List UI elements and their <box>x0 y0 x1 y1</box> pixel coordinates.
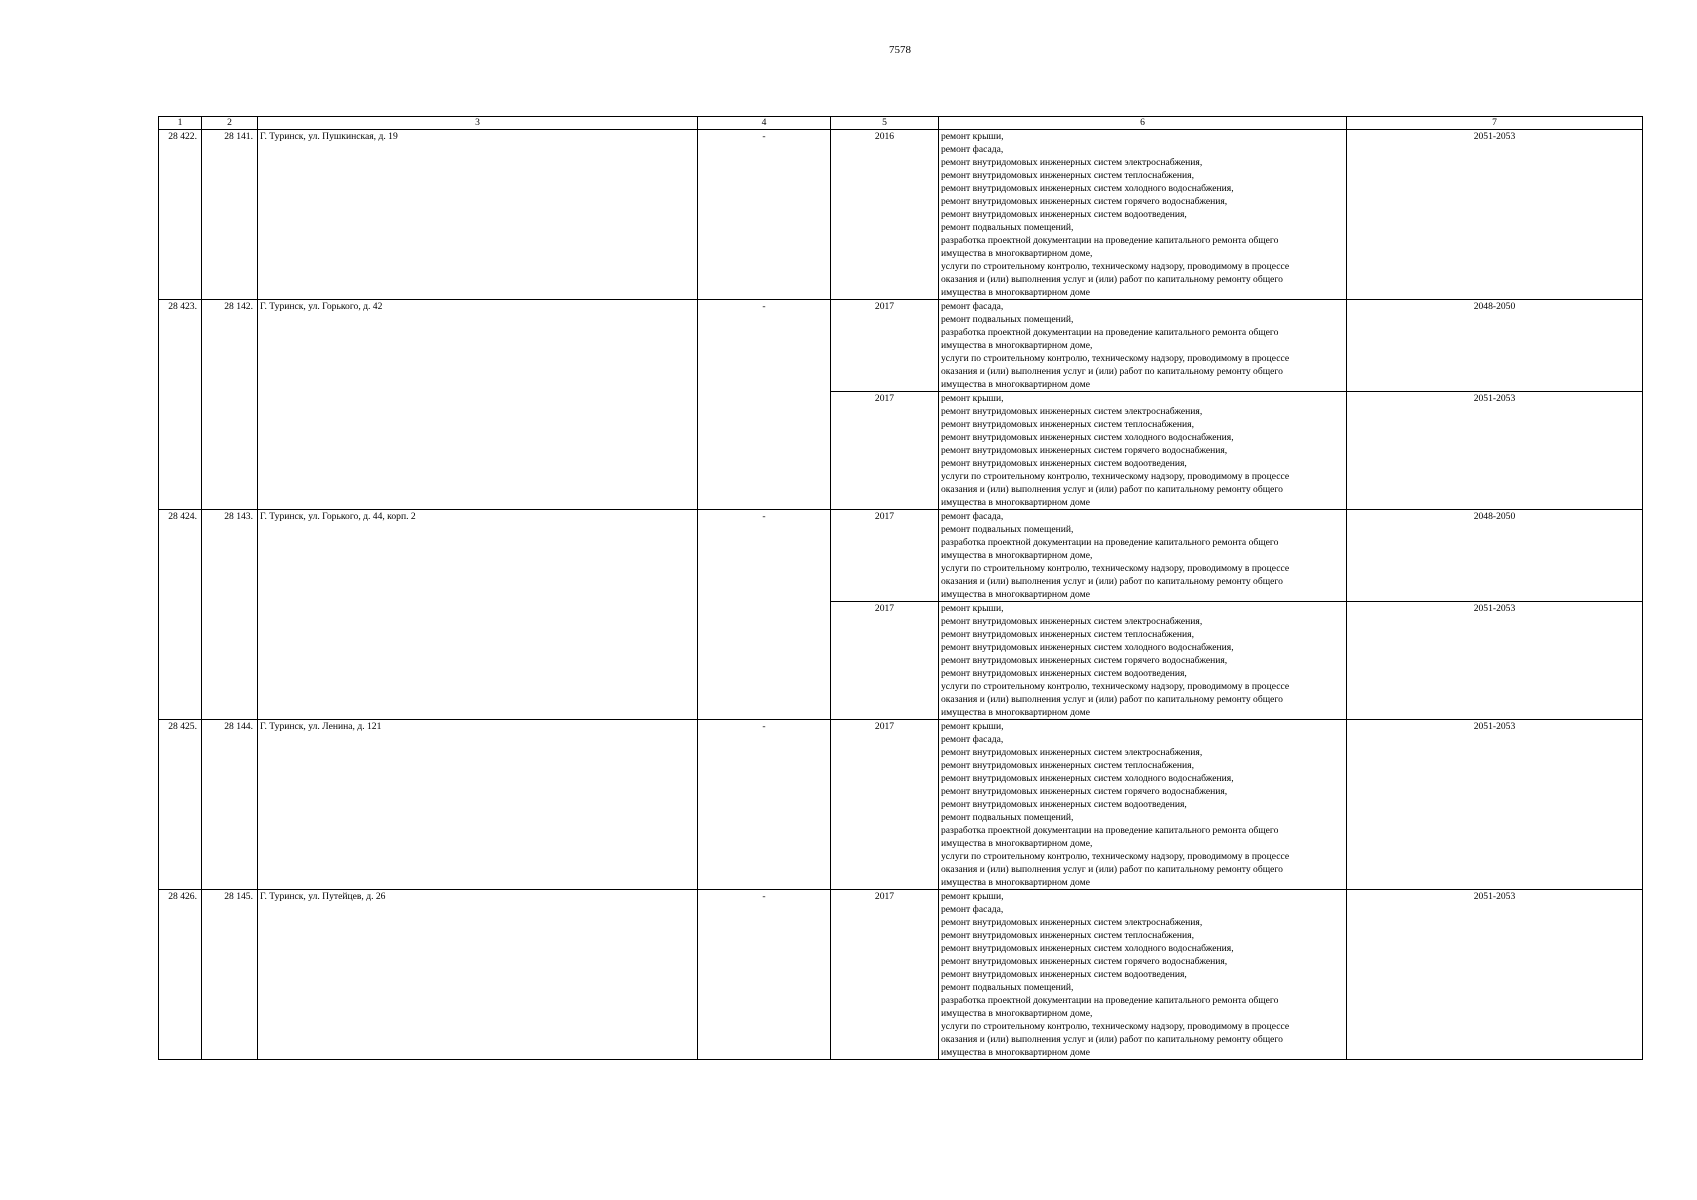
row-col4: - <box>698 510 831 720</box>
row-sub-number: 28 144. <box>202 720 258 890</box>
row-year: 2017 <box>831 720 939 890</box>
row-period: 2051-2053 <box>1347 392 1643 510</box>
table-header <box>159 117 1643 130</box>
row-address: Г. Туринск, ул. Пушкинская, д. 19 <box>258 130 698 300</box>
row-number: 28 422. <box>159 130 202 300</box>
row-sub-number: 28 142. <box>202 300 258 510</box>
row-col4: - <box>698 300 831 510</box>
row-address: Г. Туринск, ул. Горького, д. 44, корп. 2 <box>258 510 698 720</box>
row-year: 2017 <box>831 890 939 1060</box>
row-works: ремонт крыши, ремонт внутридомовых инженерных систем электроснабжения, ремонт внутридомовых инженерных систем теплоснабжения, ремонт внутридомовых инженерных систем холодного водоснабжения, ремонт внутридомовых инженерных систем горячего водоснабжения, ремонт внутридомовых инженерных систем водоотведения, услуги по строительному контролю, техническому надзору, проводимому в процессе оказания и (или) выполнения услуг и (или) работ по капитальному ремонту общего имущества в многоквартирном доме <box>939 602 1347 720</box>
row-col4: - <box>698 130 831 300</box>
row-period: 2048-2050 <box>1347 300 1643 392</box>
header-col-3: 3 <box>258 117 698 130</box>
row-year: 2017 <box>831 510 939 602</box>
page-number: 7578 <box>889 44 911 56</box>
row-number: 28 426. <box>159 890 202 1060</box>
row-period: 2048-2050 <box>1347 510 1643 602</box>
row-col4: - <box>698 720 831 890</box>
header-col-2: 2 <box>202 117 258 130</box>
capital-repair-table <box>158 116 1643 1060</box>
row-year: 2016 <box>831 130 939 300</box>
row-year: 2017 <box>831 300 939 392</box>
header-col-7: 7 <box>1347 117 1643 130</box>
row-sub-number: 28 143. <box>202 510 258 720</box>
row-period: 2051-2053 <box>1347 890 1643 1060</box>
row-number: 28 425. <box>159 720 202 890</box>
row-address: Г. Туринск, ул. Путейцев, д. 26 <box>258 890 698 1060</box>
row-works: ремонт фасада, ремонт подвальных помещений, разработка проектной документации на проведение капитального ремонта общего имущества в многоквартирном доме, услуги по строительному контролю, техническому надзору, проводимому в процессе оказания и (или) выполнения услуг и (или) работ по капитальному ремонту общего имущества в многоквартирном доме <box>939 300 1347 392</box>
table-body <box>159 130 1643 1060</box>
table-row <box>159 720 1643 890</box>
table-row <box>159 130 1643 300</box>
row-period: 2051-2053 <box>1347 130 1643 300</box>
row-number: 28 424. <box>159 510 202 720</box>
header-col-4: 4 <box>698 117 831 130</box>
row-address: Г. Туринск, ул. Ленина, д. 121 <box>258 720 698 890</box>
row-year: 2017 <box>831 602 939 720</box>
row-sub-number: 28 141. <box>202 130 258 300</box>
header-row <box>159 117 1643 130</box>
row-works: ремонт крыши, ремонт фасада, ремонт внутридомовых инженерных систем электроснабжения, ремонт внутридомовых инженерных систем теплоснабжения, ремонт внутридомовых инженерных систем холодного водоснабжения, ремонт внутридомовых инженерных систем горячего водоснабжения, ремонт внутридомовых инженерных систем водоотведения, ремонт подвальных помещений, разработка проектной документации на проведение капитального ремонта общего имущества в многоквартирном доме, услуги по строительному контролю, техническому надзору, проводимому в процессе оказания и (или) выполнения услуг и (или) работ по капитальному ремонту общего имущества в многоквартирном доме <box>939 890 1347 1060</box>
row-number: 28 423. <box>159 300 202 510</box>
header-col-1: 1 <box>159 117 202 130</box>
table-row <box>159 300 1643 392</box>
header-col-5: 5 <box>831 117 939 130</box>
row-year: 2017 <box>831 392 939 510</box>
row-sub-number: 28 145. <box>202 890 258 1060</box>
row-period: 2051-2053 <box>1347 720 1643 890</box>
table-row <box>159 890 1643 1060</box>
header-col-6: 6 <box>939 117 1347 130</box>
row-works: ремонт крыши, ремонт фасада, ремонт внутридомовых инженерных систем электроснабжения, ремонт внутридомовых инженерных систем теплоснабжения, ремонт внутридомовых инженерных систем холодного водоснабжения, ремонт внутридомовых инженерных систем горячего водоснабжения, ремонт внутридомовых инженерных систем водоотведения, ремонт подвальных помещений, разработка проектной документации на проведение капитального ремонта общего имущества в многоквартирном доме, услуги по строительному контролю, техническому надзору, проводимому в процессе оказания и (или) выполнения услуг и (или) работ по капитальному ремонту общего имущества в многоквартирном доме <box>939 720 1347 890</box>
row-col4: - <box>698 890 831 1060</box>
row-works: ремонт фасада, ремонт подвальных помещений, разработка проектной документации на проведение капитального ремонта общего имущества в многоквартирном доме, услуги по строительному контролю, техническому надзору, проводимому в процессе оказания и (или) выполнения услуг и (или) работ по капитальному ремонту общего имущества в многоквартирном доме <box>939 510 1347 602</box>
row-works: ремонт крыши, ремонт фасада, ремонт внутридомовых инженерных систем электроснабжения, ремонт внутридомовых инженерных систем теплоснабжения, ремонт внутридомовых инженерных систем холодного водоснабжения, ремонт внутридомовых инженерных систем горячего водоснабжения, ремонт внутридомовых инженерных систем водоотведения, ремонт подвальных помещений, разработка проектной документации на проведение капитального ремонта общего имущества в многоквартирном доме, услуги по строительному контролю, техническому надзору, проводимому в процессе оказания и (или) выполнения услуг и (или) работ по капитальному ремонту общего имущества в многоквартирном доме <box>939 130 1347 300</box>
row-period: 2051-2053 <box>1347 602 1643 720</box>
row-works: ремонт крыши, ремонт внутридомовых инженерных систем электроснабжения, ремонт внутридомовых инженерных систем теплоснабжения, ремонт внутридомовых инженерных систем холодного водоснабжения, ремонт внутридомовых инженерных систем горячего водоснабжения, ремонт внутридомовых инженерных систем водоотведения, услуги по строительному контролю, техническому надзору, проводимому в процессе оказания и (или) выполнения услуг и (или) работ по капитальному ремонту общего имущества в многоквартирном доме <box>939 392 1347 510</box>
row-address: Г. Туринск, ул. Горького, д. 42 <box>258 300 698 510</box>
table-row <box>159 510 1643 602</box>
